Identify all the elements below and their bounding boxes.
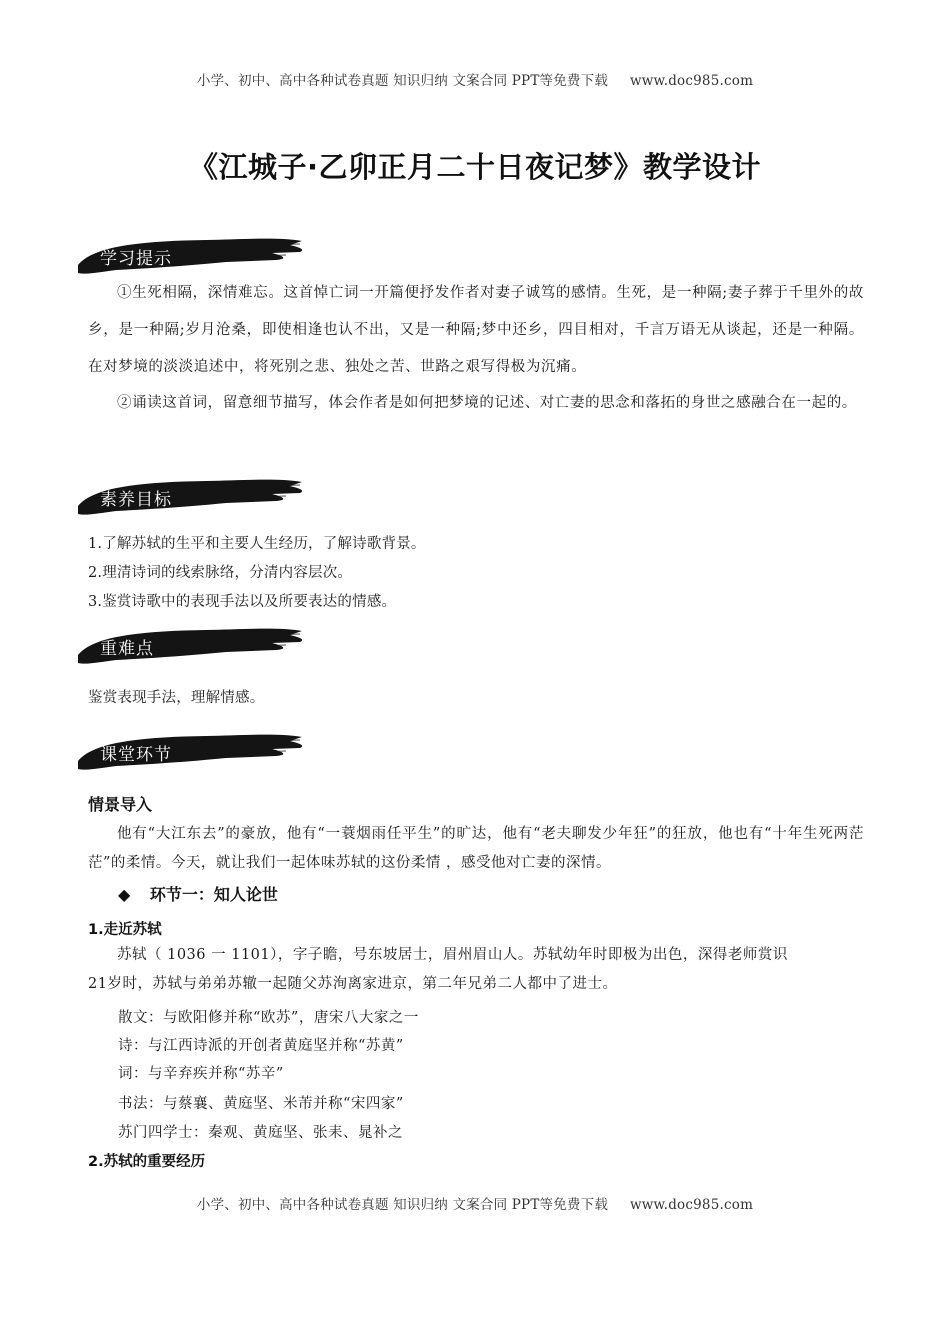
- section-banner-goals: [76, 476, 308, 520]
- header-text: 小学、初中、高中各种试卷真题 知识归纳 文案合同 PPT等免费下载: [196, 73, 609, 89]
- step1-heading: 环节一：知人论世: [149, 885, 278, 904]
- step1-heading-row: [118, 882, 278, 905]
- fact-item: 苏门四学士：秦观、黄庭坚、张耒、晁补之: [118, 1125, 403, 1141]
- section-title: 课堂环节: [100, 745, 172, 765]
- section-title: 素养目标: [100, 490, 172, 510]
- footer-url[interactable]: www.doc985.com: [630, 1197, 754, 1213]
- sub1-heading: 1.走近苏轼: [88, 922, 162, 938]
- goal-item: 1.了解苏轼的生平和主要人生经历，了解诗歌背景。: [88, 536, 426, 552]
- section-title: 重难点: [100, 639, 154, 659]
- tip-paragraph-2: ②诵读这首词，留意细节描写，体会作者是如何把梦境的记述、对亡妻的思念和落拓的身世之感融合在一起的。: [117, 395, 857, 411]
- fact-item: 书法：与蔡襄、黄庭坚、米芾并称“宋四家”: [118, 1096, 404, 1112]
- section-banner-class: [76, 731, 308, 775]
- tip-paragraph-1: ①生死相隔，深情难忘。这首悼亡词一开篇便抒发作者对妻子诚笃的感情。生死，是一种隔;妻子葬于千里外的故乡，是一种隔;岁月沧桑，即使相逢也认不出，又是一种隔;梦中还乡，四目相对，千言万语无从谈起，还是一种隔。在对梦境的淡淡追述中，将死别之悲、独处之苦、世路之艰写得极为沉痛。: [88, 285, 864, 375]
- page-footer: [0, 1193, 950, 1213]
- diamond-bullet-icon: ◆: [118, 885, 131, 904]
- fact-item: 词：与辛弃疾并称“苏辛”: [118, 1066, 284, 1082]
- intro-heading: 情景导入: [88, 795, 153, 814]
- footer-text: 小学、初中、高中各种试卷真题 知识归纳 文案合同 PPT等免费下载: [196, 1197, 609, 1213]
- document-title: 《江城子·乙卯正月二十日夜记梦》教学设计: [188, 150, 762, 184]
- page-header: [0, 69, 950, 89]
- key-points-text: 鉴赏表现手法，理解情感。: [88, 690, 265, 706]
- fact-item: 散文：与欧阳修并称“欧苏”，唐宋八大家之一: [118, 1010, 419, 1026]
- intro-text: 他有“大江东去”的豪放，他有“一蓑烟雨任平生”的旷达，他有“老夫聊发少年狂”的狂放，他也有“十年生死两茫茫”的柔情。今天，就让我们一起体味苏轼的这份柔情 ，感受他对亡妻的深情。: [88, 826, 864, 871]
- sub1-line: 21岁时，苏轼与弟弟苏辙一起随父苏洵离家进京，第二年兄弟二人都中了进士。: [88, 976, 618, 992]
- fact-item: 诗：与江西诗派的开创者黄庭坚并称“苏黄”: [118, 1038, 404, 1054]
- goal-item: 3.鉴赏诗歌中的表现手法以及所要表达的情感。: [88, 594, 397, 610]
- section-banner-key-points: [76, 625, 308, 669]
- sub2-heading: 2.苏轼的重要经历: [88, 1154, 206, 1170]
- section-banner-study-tips: [76, 235, 308, 279]
- header-url[interactable]: www.doc985.com: [630, 73, 754, 89]
- section-title: 学习提示: [100, 249, 172, 269]
- goal-item: 2.理清诗词的线索脉络，分清内容层次。: [88, 565, 353, 581]
- sub1-line: 苏轼（ 1036 一 1101），字子瞻，号东坡居士，眉州眉山人。苏轼幼年时即极为出色，深得老师赏识: [117, 947, 788, 963]
